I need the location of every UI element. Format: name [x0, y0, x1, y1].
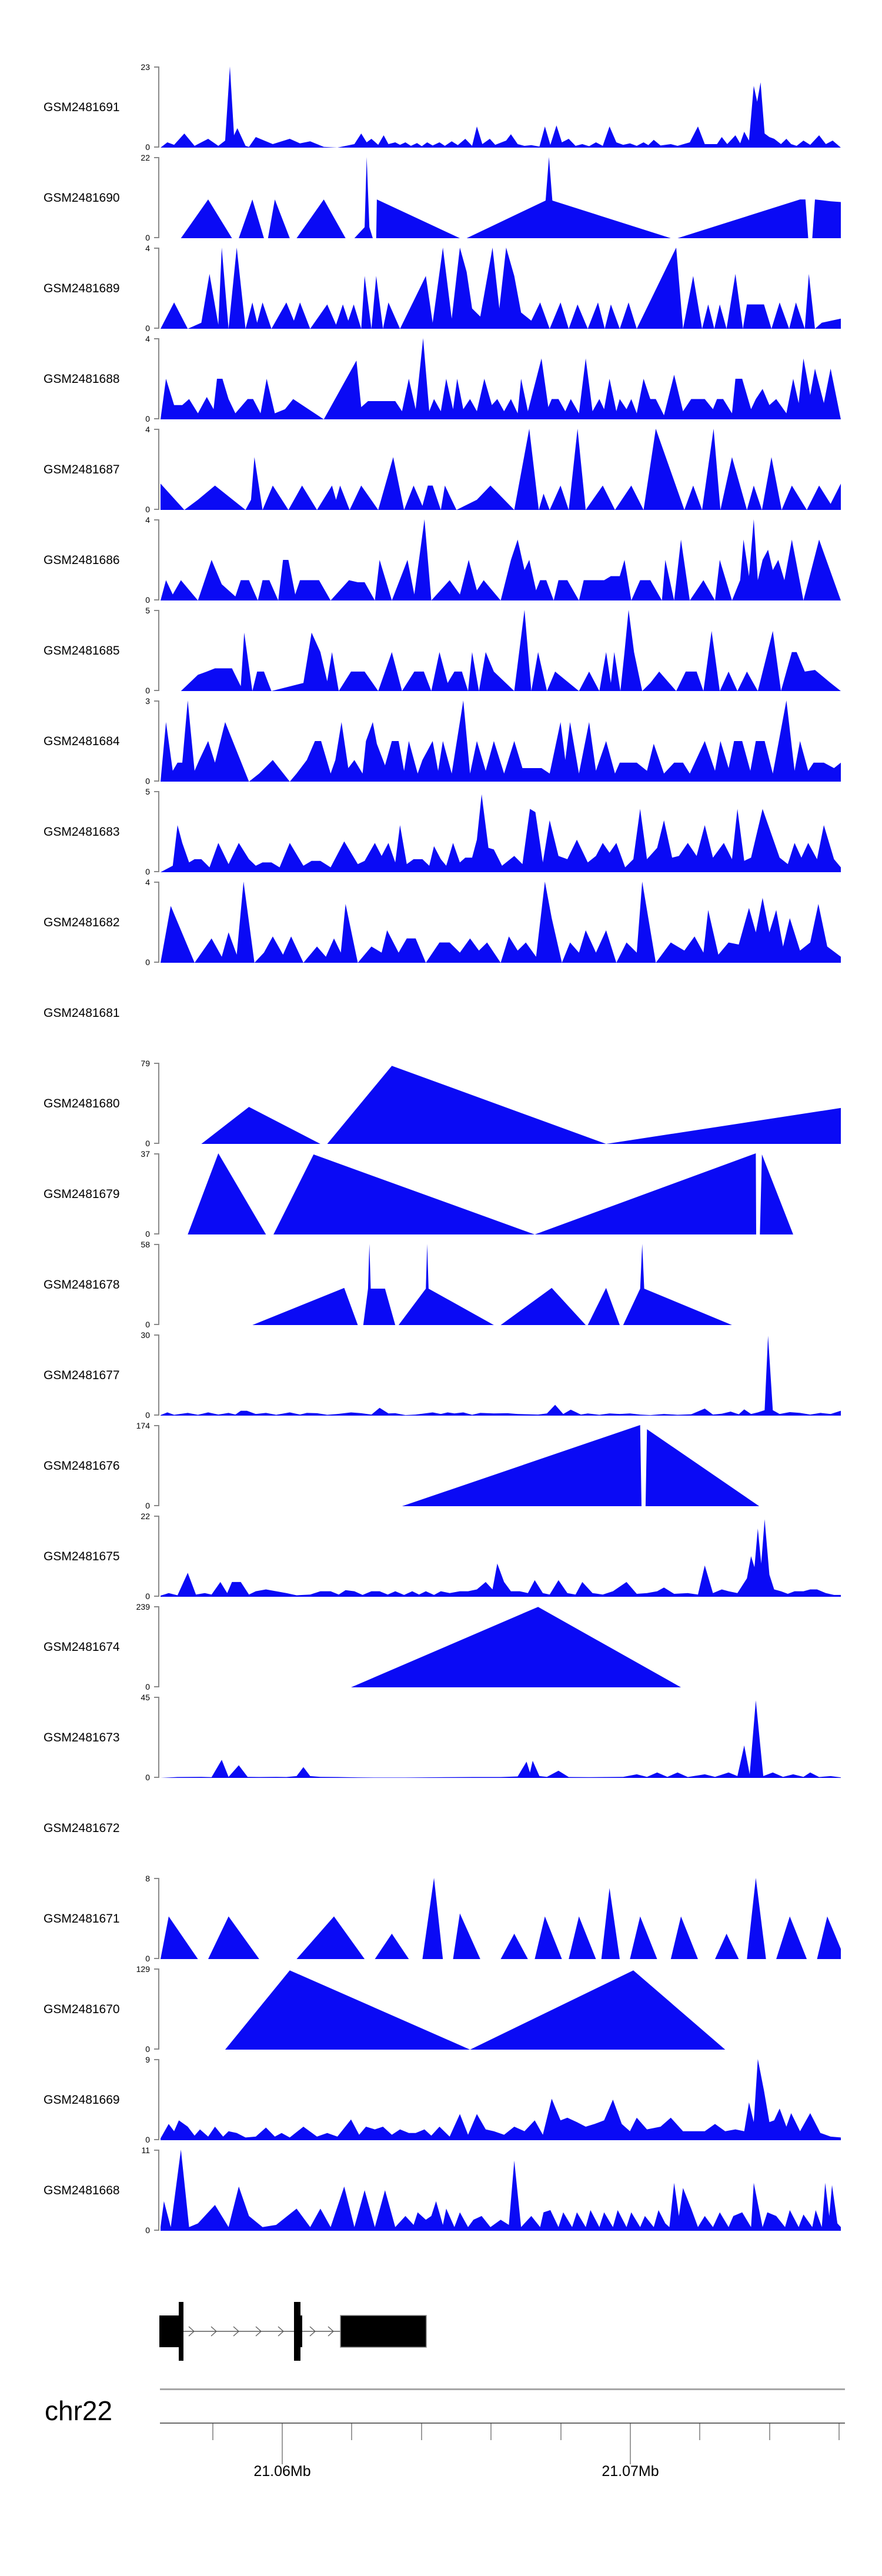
coverage-area-plot: [161, 1244, 841, 1325]
y-axis-max-label: 30: [141, 1330, 150, 1340]
coverage-area-plot: [161, 429, 841, 510]
track-row: [0, 2145, 882, 2235]
y-axis-max-label: 3: [145, 696, 150, 706]
coverage-area-plot: [161, 1153, 841, 1234]
track-row: [0, 877, 882, 967]
coverage-area-plot: [161, 1334, 841, 1416]
track-row: [0, 62, 882, 152]
track-label: GSM2481680: [44, 1097, 120, 1110]
coverage-area-plot: [161, 1063, 841, 1144]
utr-exon-box: [300, 2315, 302, 2347]
gene-model-track: [0, 2288, 470, 2370]
track-label: GSM2481676: [44, 1459, 120, 1473]
y-axis-zero-label: 0: [145, 414, 150, 423]
y-axis-zero-label: 0: [145, 776, 150, 786]
utr-exon-box: [159, 2315, 179, 2347]
y-axis-zero-label: 0: [145, 595, 150, 605]
track-row: [0, 606, 882, 695]
track-y-axis: [154, 248, 159, 329]
cds-exon-box: [179, 2302, 183, 2361]
chromosome-label: chr22: [45, 2395, 113, 2426]
track-label: GSM2481674: [44, 1640, 120, 1654]
track-y-axis: [154, 1878, 159, 1959]
y-axis-max-label: 8: [145, 1874, 150, 1883]
coverage-area-plot: [161, 1968, 841, 2050]
track-label: GSM2481688: [44, 372, 120, 386]
track-label: GSM2481671: [44, 1912, 120, 1926]
track-y-axis: [154, 1968, 159, 2050]
track-row: [0, 2055, 882, 2144]
track-y-axis: [154, 791, 159, 872]
track-row: [0, 425, 882, 514]
track-y-axis: [154, 610, 159, 691]
track-row: [0, 1787, 882, 1868]
track-label: GSM2481670: [44, 2003, 120, 2016]
coverage-area-plot: [161, 157, 841, 238]
track-y-axis: [154, 429, 159, 510]
y-axis-max-label: 23: [141, 62, 150, 72]
y-axis-max-label: 22: [141, 153, 150, 162]
track-label: GSM2481682: [44, 916, 120, 929]
coverage-area-plot: [161, 1516, 841, 1597]
y-axis-zero-label: 0: [145, 1139, 150, 1148]
ideogram-bar: [160, 2388, 845, 2390]
track-y-axis: [154, 1153, 159, 1234]
y-axis-zero-label: 0: [145, 1501, 150, 1510]
y-axis-max-label: 22: [141, 1511, 150, 1521]
coverage-area-plot: [161, 791, 841, 872]
y-axis-zero-label: 0: [145, 505, 150, 514]
coverage-area-plot: [161, 882, 841, 963]
y-axis-zero-label: 0: [145, 1954, 150, 1963]
track-row: [0, 1149, 882, 1239]
coverage-area-plot: [161, 700, 841, 782]
track-label: GSM2481672: [44, 1821, 120, 1835]
coverage-area-plot: [161, 1878, 841, 1959]
track-row: [0, 1511, 882, 1601]
track-row: [0, 696, 882, 786]
coverage-area-plot: [161, 2059, 841, 2140]
track-y-axis: [154, 1334, 159, 1416]
y-axis-max-label: 4: [145, 334, 150, 343]
track-row: [0, 153, 882, 242]
track-row: [0, 1059, 882, 1148]
genome-axis: [0, 2382, 882, 2500]
coverage-area-plot: [161, 1425, 841, 1506]
y-axis-max-label: 4: [145, 243, 150, 253]
y-axis-max-label: 58: [141, 1240, 150, 1249]
track-row: [0, 787, 882, 876]
axis-tick-label: 21.06Mb: [253, 2463, 311, 2480]
track-row: [0, 1330, 882, 1420]
track-y-axis: [154, 66, 159, 148]
y-axis-zero-label: 0: [145, 1320, 150, 1329]
track-y-axis: [154, 1516, 159, 1597]
track-label: GSM2481669: [44, 2093, 120, 2107]
y-axis-max-label: 45: [141, 1693, 150, 1702]
track-row: [0, 334, 882, 423]
track-row: [0, 972, 882, 1053]
y-axis-max-label: 4: [145, 515, 150, 525]
y-axis-zero-label: 0: [145, 323, 150, 333]
y-axis-zero-label: 0: [145, 142, 150, 152]
track-row: [0, 1240, 882, 1329]
y-axis-zero-label: 0: [145, 1682, 150, 1691]
y-axis-max-label: 79: [141, 1059, 150, 1068]
track-y-axis: [154, 700, 159, 782]
coverage-area-plot: [161, 1606, 841, 1687]
track-y-axis: [154, 2150, 159, 2231]
track-row: [0, 243, 882, 333]
axis-tick-label: 21.07Mb: [602, 2463, 659, 2480]
track-label: GSM2481685: [44, 644, 120, 658]
track-label: GSM2481684: [44, 735, 120, 748]
coverage-area-plot: [161, 610, 841, 691]
track-y-axis: [154, 1606, 159, 1687]
y-axis-zero-label: 0: [145, 1229, 150, 1239]
track-label: GSM2481668: [44, 2184, 120, 2197]
y-axis-zero-label: 0: [145, 2225, 150, 2235]
y-axis-zero-label: 0: [145, 867, 150, 876]
track-label: GSM2481689: [44, 282, 120, 295]
y-axis-max-label: 5: [145, 787, 150, 796]
y-axis-zero-label: 0: [145, 957, 150, 967]
exon-box: [340, 2315, 426, 2347]
track-label: GSM2481683: [44, 825, 120, 839]
track-label: GSM2481677: [44, 1369, 120, 1382]
y-axis-max-label: 4: [145, 877, 150, 887]
coverage-area-plot: [161, 248, 841, 329]
track-y-axis: [154, 1244, 159, 1325]
coverage-area-plot: [161, 66, 841, 148]
track-label: GSM2481679: [44, 1187, 120, 1201]
track-y-axis: [154, 157, 159, 238]
coverage-area-plot: [161, 338, 841, 419]
cds-exon-box: [294, 2302, 300, 2361]
y-axis-max-label: 5: [145, 606, 150, 615]
y-axis-zero-label: 0: [145, 2135, 150, 2144]
track-label: GSM2481678: [44, 1278, 120, 1292]
track-label: GSM2481681: [44, 1006, 120, 1020]
track-label: GSM2481691: [44, 101, 120, 114]
track-row: [0, 1693, 882, 1782]
track-y-axis: [154, 519, 159, 600]
coverage-area-plot: [161, 2150, 841, 2231]
y-axis-zero-label: 0: [145, 2044, 150, 2054]
track-y-axis: [154, 2059, 159, 2140]
y-axis-max-label: 37: [141, 1149, 150, 1159]
track-label: GSM2481675: [44, 1550, 120, 1563]
y-axis-zero-label: 0: [145, 233, 150, 242]
track-y-axis: [154, 338, 159, 419]
track-row: [0, 1421, 882, 1510]
y-axis-max-label: 239: [136, 1602, 150, 1611]
y-axis-max-label: 129: [136, 1964, 150, 1974]
y-axis-zero-label: 0: [145, 1773, 150, 1782]
y-axis-max-label: 4: [145, 425, 150, 434]
y-axis-zero-label: 0: [145, 1591, 150, 1601]
track-label: GSM2481690: [44, 191, 120, 205]
track-row: [0, 1874, 882, 1963]
track-y-axis: [154, 1697, 159, 1778]
track-row: [0, 515, 882, 605]
y-axis-max-label: 174: [136, 1421, 150, 1430]
y-axis-max-label: 9: [145, 2055, 150, 2064]
coverage-area-plot: [161, 519, 841, 600]
track-y-axis: [154, 1063, 159, 1144]
track-label: GSM2481687: [44, 463, 120, 476]
track-y-axis: [154, 1425, 159, 1506]
track-label: GSM2481673: [44, 1731, 120, 1744]
track-label: GSM2481686: [44, 553, 120, 567]
y-axis-zero-label: 0: [145, 686, 150, 695]
y-axis-max-label: 11: [141, 2145, 150, 2155]
coverage-area-plot: [161, 1697, 841, 1778]
track-row: [0, 1964, 882, 2054]
y-axis-zero-label: 0: [145, 1410, 150, 1420]
track-y-axis: [154, 882, 159, 963]
track-row: [0, 1602, 882, 1691]
